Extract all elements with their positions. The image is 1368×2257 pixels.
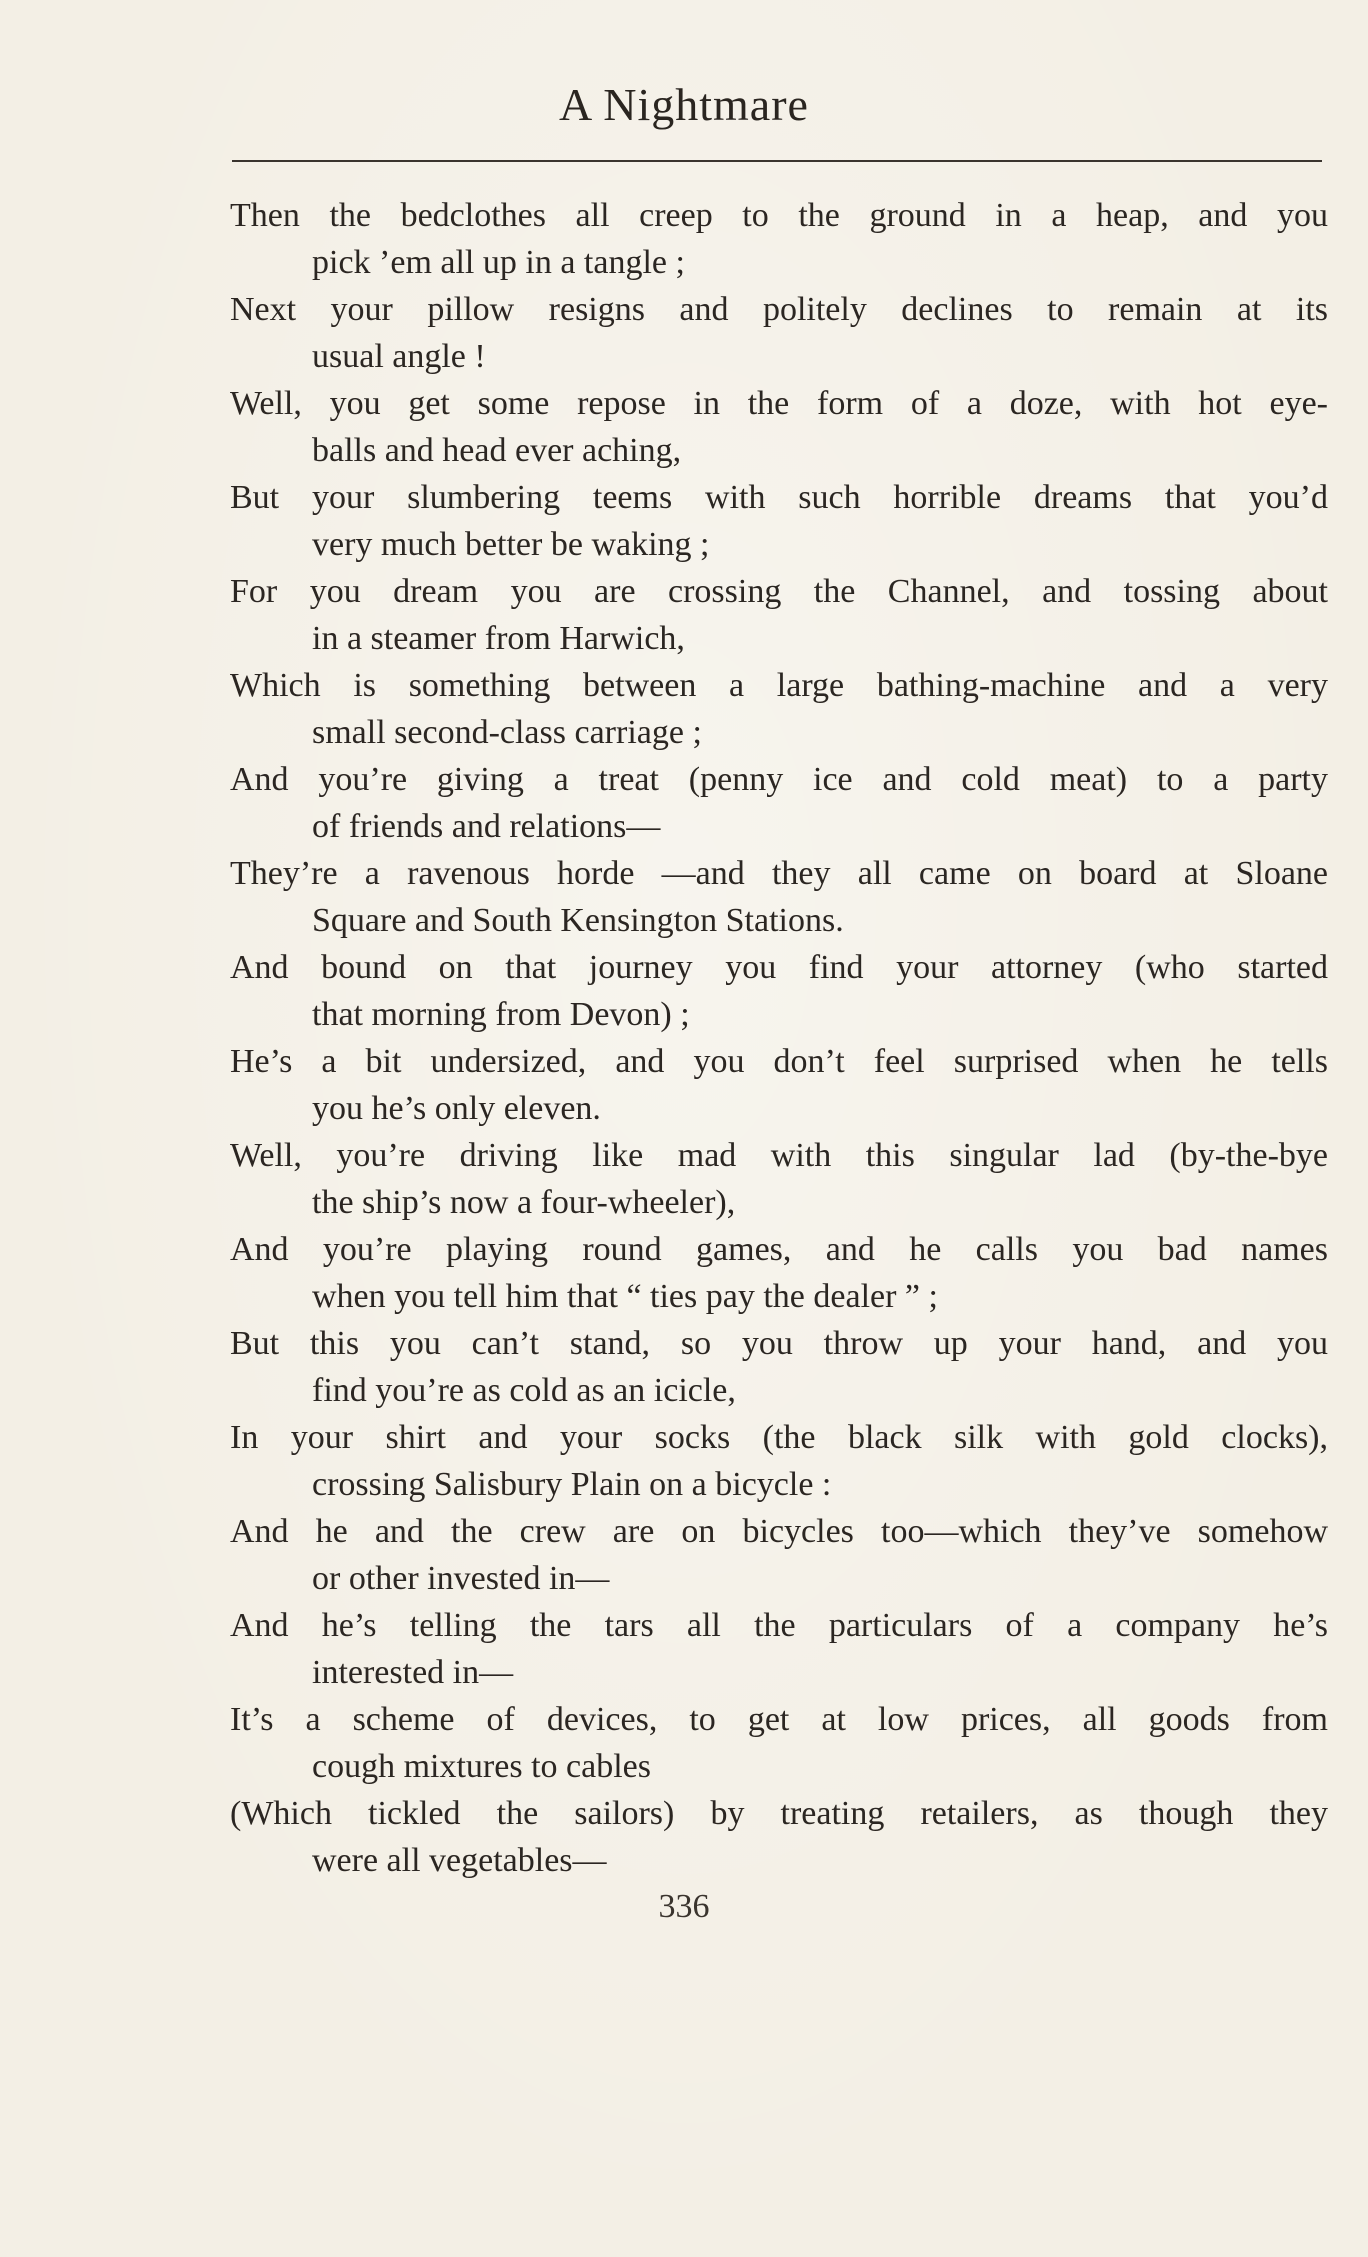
poem-line: (Which tickled the sailors) by treating retailers, as though they	[230, 1795, 1328, 1832]
poem-line: They’re a ravenous horde —and they all came on board at Sloane	[230, 855, 1328, 892]
poem-line-continuation: find you’re as cold as an icicle,	[312, 1372, 736, 1409]
header-rule	[232, 160, 1322, 162]
poem-line-continuation: you he’s only eleven.	[312, 1090, 601, 1127]
poem-couplet	[230, 662, 1328, 756]
poem-line: Then the bedclothes all creep to the ground in a heap, and you	[230, 197, 1328, 234]
poem-line: Next your pillow resigns and politely declines to remain at its	[230, 291, 1328, 328]
poem-line-continuation: pick ’em all up in a tangle ;	[312, 244, 685, 281]
poem-line-continuation: the ship’s now a four-wheeler),	[312, 1184, 736, 1221]
poem-line-continuation: in a steamer from Harwich,	[312, 620, 685, 657]
poem-line: He’s a bit undersized, and you don’t feel surprised when he tells	[230, 1043, 1328, 1080]
poem-couplet	[230, 1132, 1328, 1226]
poem-couplet	[230, 474, 1328, 568]
poem-line: And you’re playing round games, and he calls you bad names	[230, 1231, 1328, 1268]
poem-line-continuation: balls and head ever aching,	[312, 432, 682, 469]
poem-couplet	[230, 286, 1328, 380]
poem-line: And he’s telling the tars all the particulars of a company he’s	[230, 1607, 1328, 1644]
poem-couplet	[230, 1696, 1328, 1790]
poem-couplet	[230, 1508, 1328, 1602]
poem-couplet	[230, 192, 1328, 286]
poem-body	[230, 192, 1328, 1884]
poem-line: And bound on that journey you find your attorney (who started	[230, 949, 1328, 986]
poem-couplet	[230, 756, 1328, 850]
poem-couplet	[230, 568, 1328, 662]
poem-couplet	[230, 1414, 1328, 1508]
poem-line-continuation: interested in—	[312, 1654, 514, 1691]
poem-couplet	[230, 1320, 1328, 1414]
poem-couplet	[230, 1226, 1328, 1320]
poem-couplet	[230, 944, 1328, 1038]
poem-line-continuation: usual angle !	[312, 338, 486, 375]
poem-line: And he and the crew are on bicycles too—which they’ve somehow	[230, 1513, 1328, 1550]
poem-line-continuation: cough mixtures to cables	[312, 1748, 651, 1785]
poem-line-continuation: very much better be waking ;	[312, 526, 710, 563]
poem-line-continuation: crossing Salisbury Plain on a bicycle :	[312, 1466, 832, 1503]
poem-couplet	[230, 380, 1328, 474]
poem-line-continuation: small second-class carriage ;	[312, 714, 702, 751]
poem-couplet	[230, 850, 1328, 944]
poem-line: Well, you get some repose in the form of a doze, with hot eye-	[230, 385, 1328, 422]
poem-line: And you’re giving a treat (penny ice and cold meat) to a party	[230, 761, 1328, 798]
page-number: 336	[658, 1888, 710, 1925]
poem-couplet	[230, 1790, 1328, 1884]
poem-couplet	[230, 1038, 1328, 1132]
poem-line-continuation: were all vegetables—	[312, 1842, 607, 1879]
running-head-title: A Nightmare	[559, 79, 809, 130]
poem-line-continuation: when you tell him that “ ties pay the dealer ” ;	[312, 1278, 938, 1315]
poem-line: It’s a scheme of devices, to get at low prices, all goods from	[230, 1701, 1328, 1738]
poem-line-continuation: that morning from Devon) ;	[312, 996, 690, 1033]
poem-line-continuation: Square and South Kensington Stations.	[312, 902, 844, 939]
poem-line: Which is something between a large bathing-machine and a very	[230, 667, 1328, 704]
poem-line: But your slumbering teems with such horrible dreams that you’d	[230, 479, 1328, 516]
poem-line: In your shirt and your socks (the black silk with gold clocks),	[230, 1419, 1328, 1456]
poem-line-continuation: or other invested in—	[312, 1560, 610, 1597]
poem-line: For you dream you are crossing the Channel, and tossing about	[230, 573, 1328, 610]
poem-line: But this you can’t stand, so you throw up your hand, and you	[230, 1325, 1328, 1362]
poem-line: Well, you’re driving like mad with this singular lad (by-the-bye	[230, 1137, 1328, 1174]
poem-line-continuation: of friends and relations—	[312, 808, 661, 845]
poem-couplet	[230, 1602, 1328, 1696]
